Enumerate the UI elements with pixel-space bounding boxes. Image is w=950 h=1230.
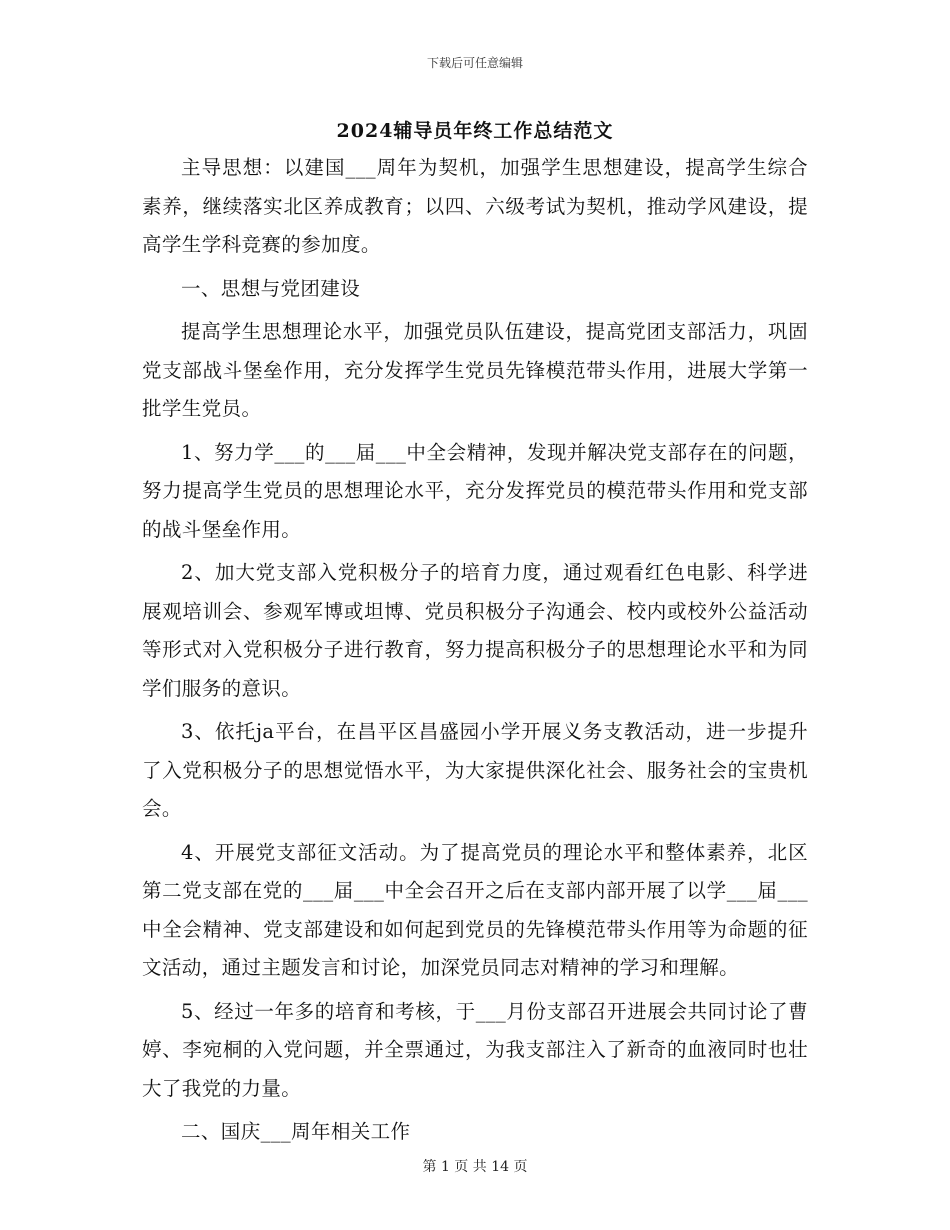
section-heading-national-day: 二、国庆___周年相关工作 [181, 1120, 411, 1143]
paragraph-guiding-idea: 主导思想：以建国___周年为契机，加强学生思想建设，提高学生综合素养，继续落实北区养成教育；以四、六级考试为契机，推动学风建设，提高学生学科竞赛的参加度。 [142, 156, 808, 256]
download-note: 下载后可任意编辑 [426, 56, 523, 70]
paragraph-item-2: 2、加大党支部入党积极分子的培育力度，通过观看红色电影、科学进展观培训会、参观军博或坦博、党员积极分子沟通会、校内或校外公益活动等形式对入党积极分子进行教育，努力提高积极分子的思想理论水平和为同学们服务的意识。 [142, 561, 808, 700]
document-title: 2024辅导员年终工作总结范文 [336, 120, 614, 142]
paragraph-item-4: 4、开展党支部征文活动。为了提高党员的理论水平和整体素养，北区第二党支部在党的___届___中全会召开之后在支部内部开展了以学___届___中全会精神、党支部建设和如何起到党员的先锋模范带头作用等为命题的征文活动，通过主题发言和讨论，加深党员同志对精神的学习和理解。 [142, 840, 808, 979]
page-number: 第 1 页 共 14 页 [422, 1159, 528, 1175]
document-body [142, 149, 808, 1157]
paragraph-item-5: 5、经过一年多的培育和考核，于___月份支部召开进展会共同讨论了曹婷、李宛桐的入党问题，并全票通过，为我支部注入了新奇的血液同时也壮大了我党的力量。 [142, 999, 808, 1100]
paragraph-item-1: 1、努力学___的___届___中全会精神，发现并解决党支部存在的问题，努力提高学生党员的思想理论水平，充分发挥党员的模范带头作用和党支部的战斗堡垒作用。 [142, 440, 808, 541]
paragraph-party-overview: 提高学生思想理论水平，加强党员队伍建设，提高党团支部活力，巩固党支部战斗堡垒作用，充分发挥学生党员先锋模范带头作用，进展大学第一批学生党员。 [142, 320, 808, 420]
section-heading-party-building: 一、思想与党团建设 [181, 276, 361, 300]
paragraph-item-3: 3、依托ja平台，在昌平区昌盛园小学开展义务支教活动，进一步提升了入党积极分子的思想觉悟水平，为大家提供深化社会、服务社会的宝贵机会。 [142, 720, 808, 820]
